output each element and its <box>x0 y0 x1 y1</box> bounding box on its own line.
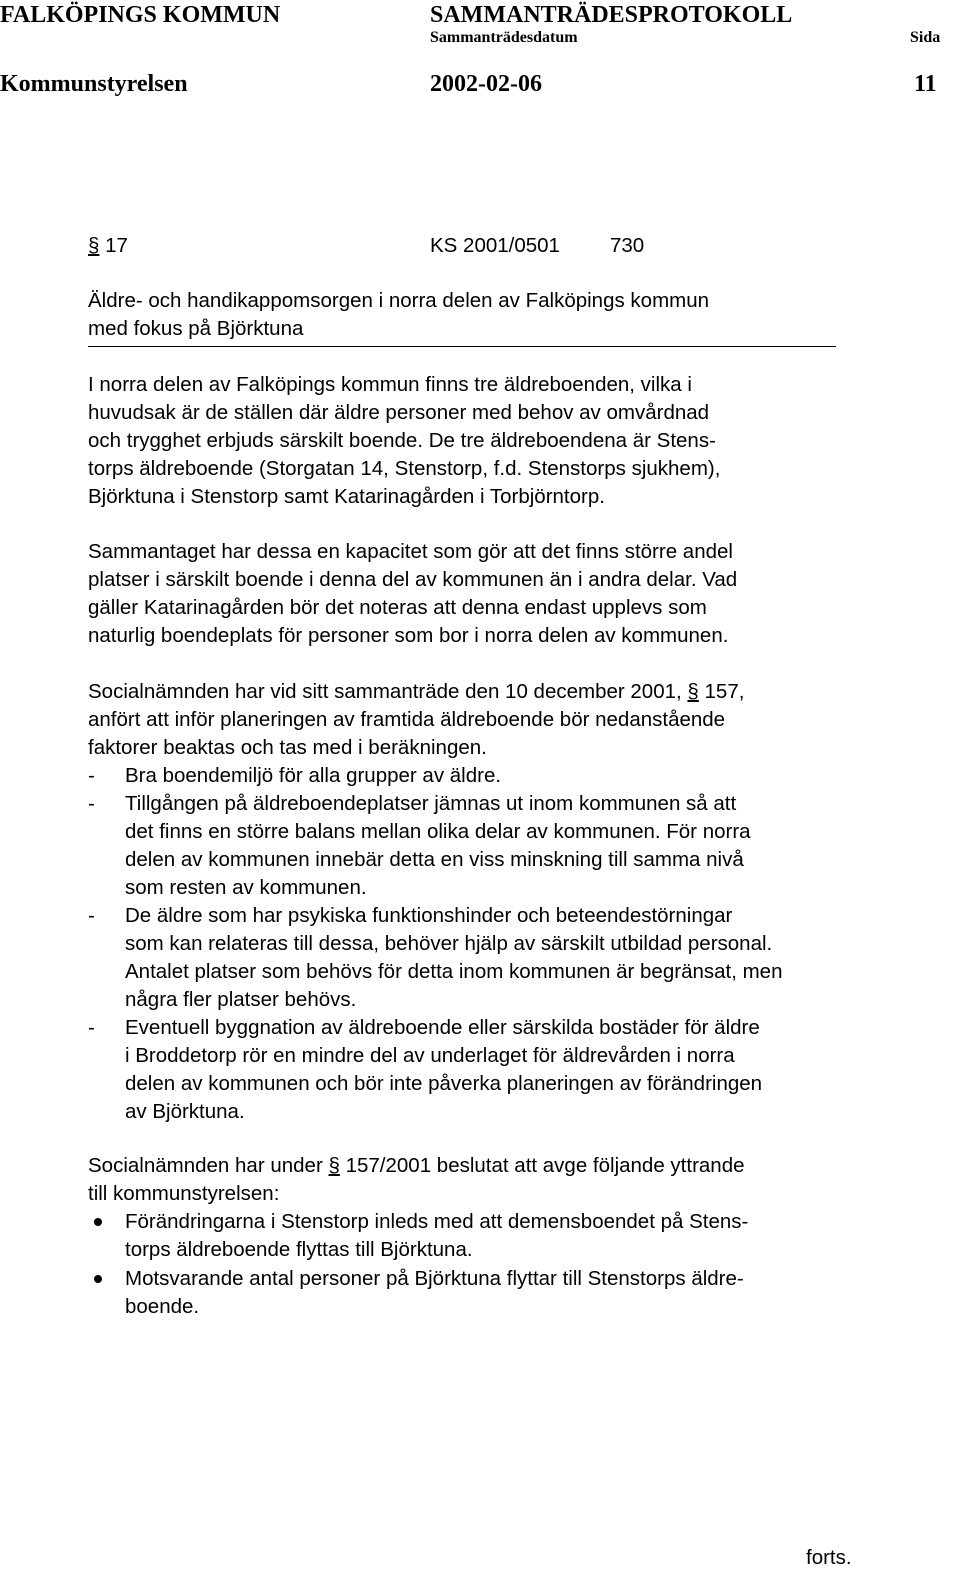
header-page-label: Sida <box>910 29 941 46</box>
text-line: till kommunstyrelsen: <box>88 1182 280 1205</box>
dash-marker: - <box>88 1016 95 1039</box>
paragraph-capacity <box>88 538 918 650</box>
text-line: Socialnämnden har under § 157/2001 beslutat att avge följande yttrande <box>88 1154 745 1177</box>
text-line: huvudsak är de ställen där äldre personer med behov av omvårdnad <box>88 401 710 424</box>
text-line: av Björktuna. <box>125 1100 245 1123</box>
paragraph-social-committee <box>88 678 918 762</box>
paragraph-intro <box>88 371 918 511</box>
header-doc-type: SAMMANTRÄDESPROTOKOLL <box>430 2 793 28</box>
text-line: Sammantaget har dessa en kapacitet som gör att det finns större andel <box>88 540 733 563</box>
text-line: faktorer beaktas och tas med i beräkningen. <box>88 736 487 759</box>
title-underline <box>88 346 836 347</box>
text-line: De äldre som har psykiska funktionshinder och beteendestörningar <box>125 904 733 927</box>
text-line: Bra boendemiljö för alla grupper av äldre. <box>125 764 502 787</box>
text-line: som kan relateras till dessa, behöver hjälp av särskilt utbildad personal. <box>125 932 773 955</box>
text-line: det finns en större balans mellan olika delar av kommunen. För norra <box>125 820 751 843</box>
case-line <box>88 232 128 260</box>
text-line: Förändringarna i Stenstorp inleds med att demensboendet på Stens- <box>125 1210 749 1233</box>
text-line: gäller Katarinagården bör det noteras att denna endast upplevs som <box>88 596 707 619</box>
text-line: delen av kommunen och bör inte påverka planeringen av förändringen <box>125 1072 763 1095</box>
text-line: i Broddetorp rör en mindre del av underlaget för äldrevården i norra <box>125 1044 735 1067</box>
title-line: Äldre- och handikappomsorgen i norra delen av Falköpings kommun <box>88 289 710 312</box>
header-body: Kommunstyrelsen <box>0 71 188 97</box>
text-line: Antalet platser som behövs för detta inom kommunen är begränsat, men <box>125 960 783 983</box>
paragraph-decision <box>88 1152 918 1208</box>
section-sign: § <box>328 1154 340 1177</box>
case-ref: KS 2001/0501 <box>430 234 560 257</box>
title-line: med fokus på Björktuna <box>88 317 304 340</box>
text-line: som resten av kommunen. <box>125 876 367 899</box>
dash-marker: - <box>88 764 95 787</box>
text-line: anfört att inför planeringen av framtida äldreboende bör nedanstående <box>88 708 726 731</box>
text-line: I norra delen av Falköpings kommun finns tre äldreboenden, vilka i <box>88 373 692 396</box>
text-line: torps äldreboende flyttas till Björktuna. <box>125 1238 473 1261</box>
header-date-label: Sammanträdesdatum <box>430 29 578 46</box>
header-date: 2002-02-06 <box>430 71 542 97</box>
text-line: torps äldreboende (Storgatan 14, Stenstorp, f.d. Stenstorps sjukhem), <box>88 457 721 480</box>
case-code: 730 <box>610 234 645 257</box>
bullet-icon <box>94 1218 102 1226</box>
bullet-icon <box>94 1275 102 1283</box>
text-line: Socialnämnden har vid sitt sammanträde den 10 december 2001, § 157, <box>88 680 745 703</box>
text-line: några fler platser behövs. <box>125 988 357 1011</box>
continued-note: forts. <box>806 1546 852 1569</box>
text-line: och trygghet erbjuds särskilt boende. De tre äldreboendena är Stens- <box>88 429 716 452</box>
text-line: platser i särskilt boende i denna del av kommunen än i andra delar. Vad <box>88 568 738 591</box>
dash-marker: - <box>88 904 95 927</box>
text-line: Eventuell byggnation av äldreboende eller särskilda bostäder för äldre <box>125 1016 760 1039</box>
text-line: Motsvarande antal personer på Björktuna flyttar till Stenstorps äldre- <box>125 1267 744 1290</box>
text-line: Björktuna i Stenstorp samt Katarinagården i Torbjörntorp. <box>88 485 605 508</box>
case-number: 17 <box>105 234 128 257</box>
text-line: boende. <box>125 1295 200 1318</box>
text-line: Tillgången på äldreboendeplatser jämnas ut inom kommunen så att <box>125 792 737 815</box>
document-title <box>88 287 918 343</box>
text-line: naturlig boendeplats för personer som bor i norra delen av kommunen. <box>88 624 729 647</box>
dash-marker: - <box>88 792 95 815</box>
section-sign: § <box>88 234 100 257</box>
section-sign: § <box>687 680 699 703</box>
text-line: delen av kommunen innebär detta en viss minskning till samma nivå <box>125 848 744 871</box>
header-org: FALKÖPINGS KOMMUN <box>0 2 281 28</box>
header-page-number: 11 <box>914 71 937 97</box>
